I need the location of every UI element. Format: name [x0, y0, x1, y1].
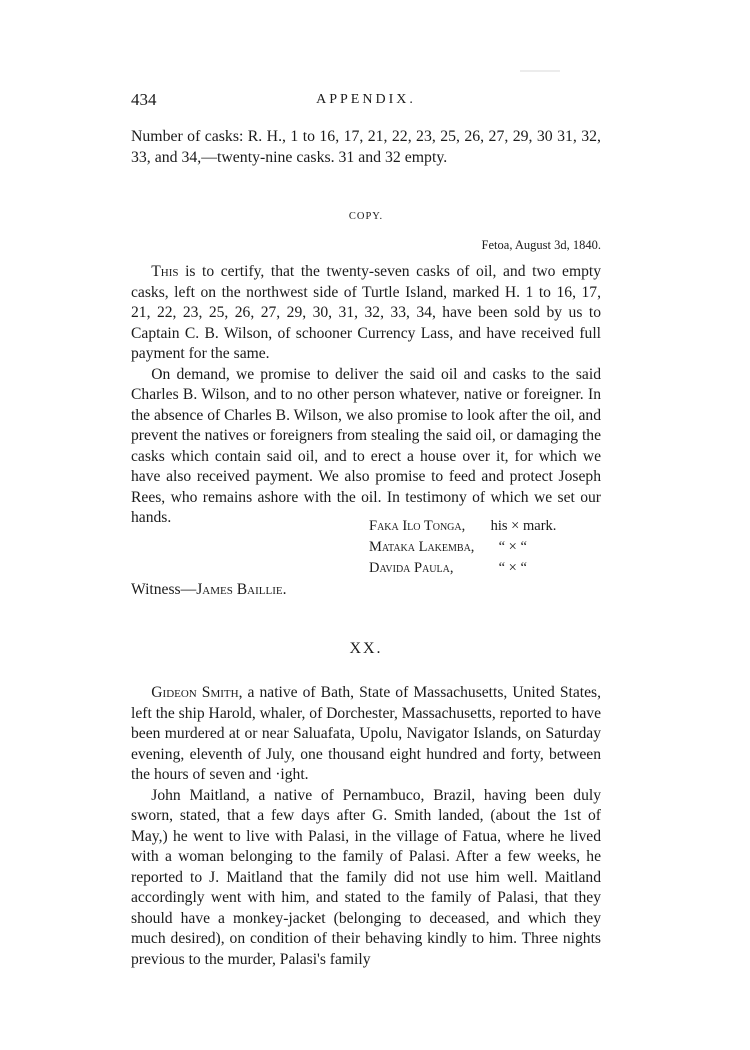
smith-text: , a native of Bath, State of Massachusetts, United States, left the ship Harold, whaler, of Dorchester, Massachusetts, reported to have been murdered at or near Saluafata, Upolu, Navigator Islands, on Saturday evening, eleventh of July, one thousand eight hundred and forty, between the hours of seven and ·ight.: [131, 684, 601, 783]
running-head: APPENDIX.: [316, 92, 416, 107]
casks-paragraph: Number of casks: R. H., 1 to 16, 17, 21, 22, 23, 25, 26, 27, 29, 30 31, 32, 33, and 34,—twenty-nine casks. 31 and 32 empty.: [131, 128, 601, 166]
signatory-name: Mataka Lakemba,: [369, 539, 475, 555]
witness-label: Witness—: [131, 581, 197, 598]
signatory-name: Davida Paula,: [369, 560, 454, 576]
signatory-mark: “ × “: [498, 560, 527, 576]
witness-line: [131, 580, 601, 601]
copy-dateline: Fetoa, August 3d, 1840.: [481, 238, 601, 252]
signature-row: [369, 560, 556, 581]
signature-row: [369, 539, 556, 560]
certify-lead: This: [151, 263, 179, 280]
casks-block: [131, 126, 601, 168]
maitland-paragraph: John Maitland, a native of Pernambuco, Brazil, having been duly sworn, stated, that a few days after G. Smith landed, (about the 1st of May,) he went to live with Palasi, in the village of Fatua, where he lived with a woman belonging to the family of Palasi. After a few weeks, he reported to J. Maitland that the family did not use him well. Maitland accordingly went with him, and stated to the family of Palasi, that they should have a monkey-jacket (belonging to deceased, and which they much desired), on condition of their behaving kindly to him. Three nights previous to the murder, Palasi's family: [131, 786, 601, 968]
certify-paragraph: [131, 262, 601, 365]
smith-paragraph: [131, 683, 601, 786]
page-number: 434: [131, 90, 157, 109]
copy-label: COPY.: [348, 211, 384, 222]
signature-block: [369, 518, 556, 581]
copy-body: [131, 262, 601, 529]
smith-lead: Gideon Smith: [151, 684, 239, 701]
signatory-name: Faka Ilo Tonga,: [369, 518, 466, 534]
section-heading: XX.: [349, 640, 383, 657]
certify-text: is to certify, that the twenty-seven casks of oil, and two empty casks, left on the northwest side of Turtle Island, marked H. 1 to 16, 17, 21, 22, 23, 25, 26, 27, 29, 30, 31, 32, 33, 34, have been sold by us to Captain C. B. Wilson, of schooner Currency Lass, and have received full payment for the same.: [131, 263, 601, 362]
bleed-through-mark: [520, 70, 560, 72]
witness-name: James Baillie.: [196, 581, 287, 598]
demand-paragraph: On demand, we promise to deliver the said oil and casks to the said Charles B. Wilson, and to no other person whatever, native or foreigner. In the absence of Charles B. Wilson, we also promise to look after the oil, and prevent the natives or foreigners from stealing the said oil, or damaging the casks which contain said oil, and to erect a house over it, for which we have also received payment. We also promise to feed and protect Joseph Rees, who remains ashore with the oil. In testimony of which we set our hands.: [131, 365, 601, 526]
signatory-mark: “ × “: [498, 539, 527, 555]
section-body: [131, 683, 601, 970]
signatory-mark: his × mark.: [490, 518, 557, 534]
signature-row: [369, 518, 556, 539]
page-header: [131, 90, 601, 112]
